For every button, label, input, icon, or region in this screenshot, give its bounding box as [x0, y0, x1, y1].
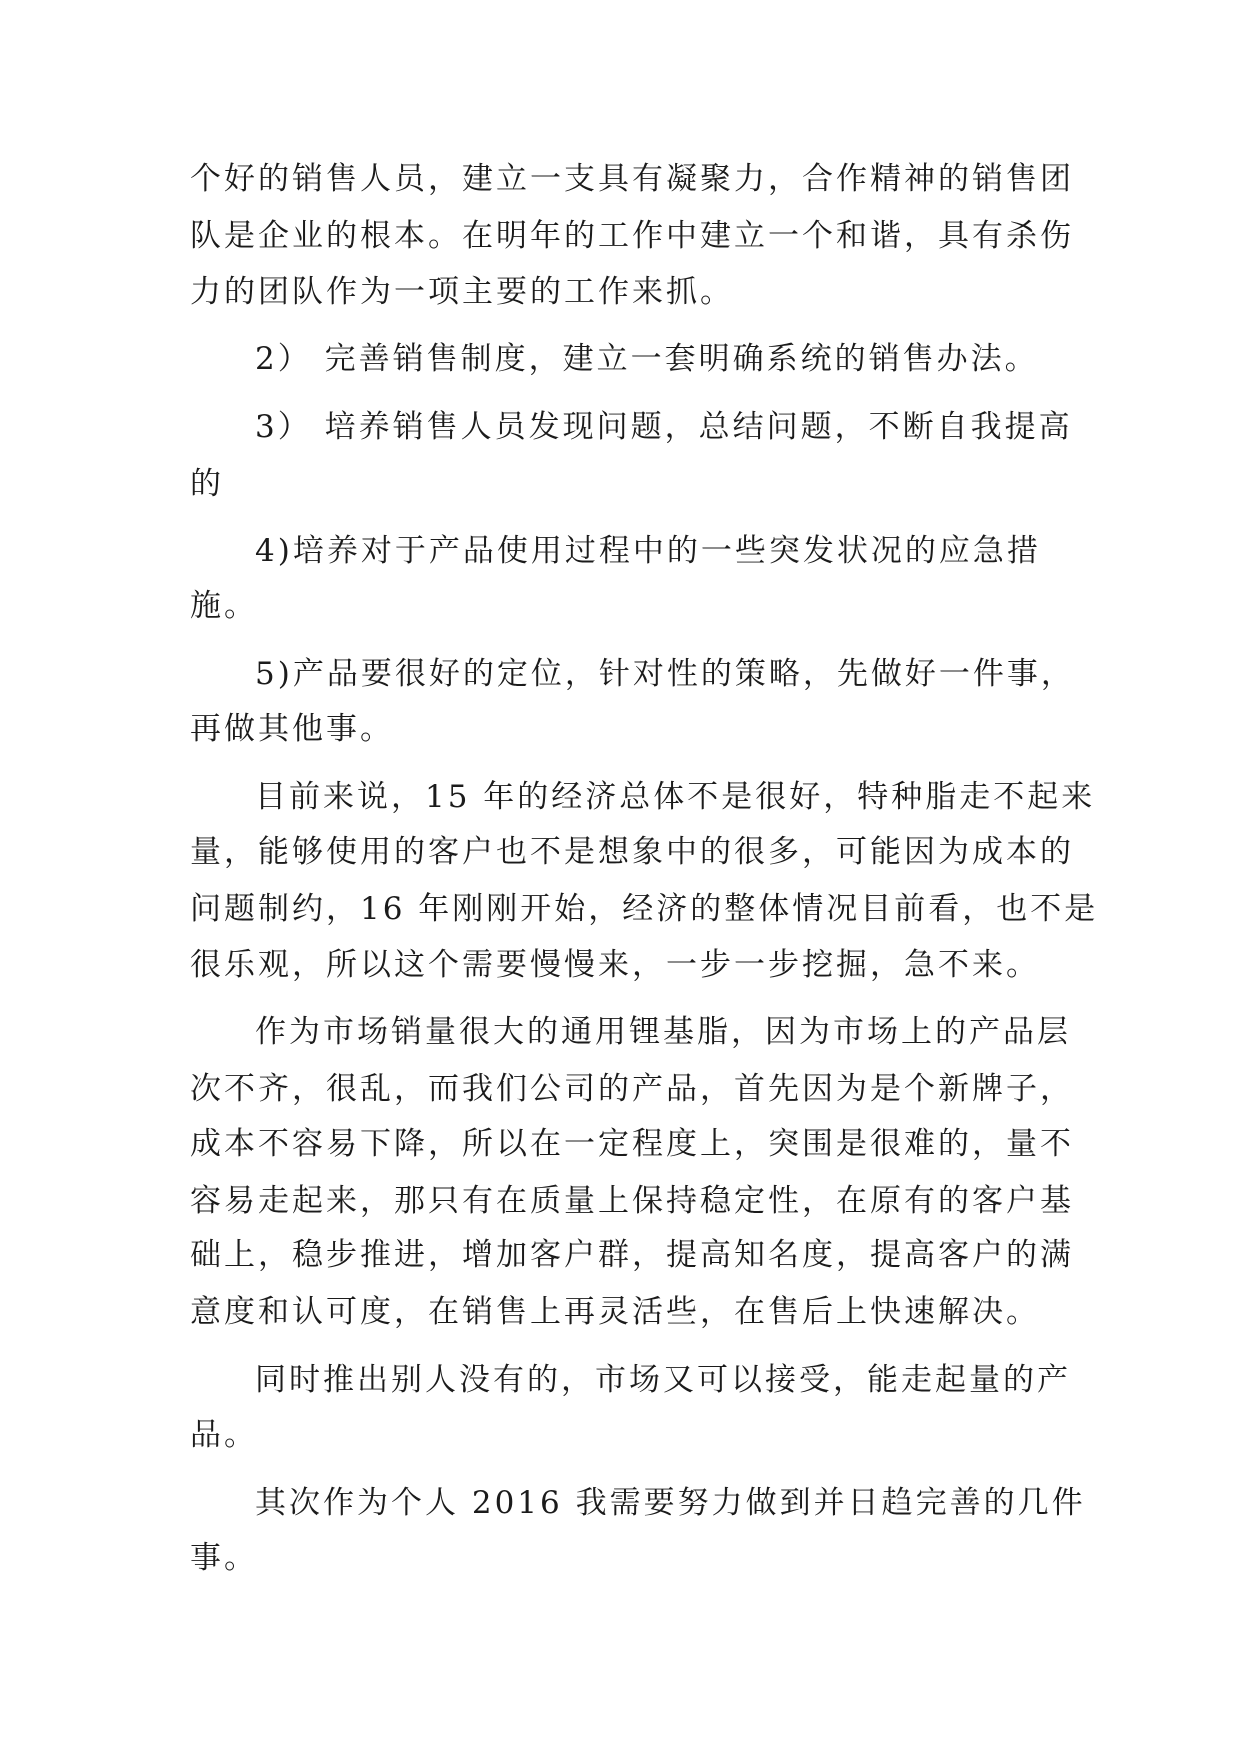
text-line: 事。	[190, 1540, 258, 1576]
text-line: 础上，稳步推进，增加客户群，提高知名度，提高客户的满	[190, 1237, 1074, 1273]
text-line: 5)产品要很好的定位，针对性的策略，先做好一件事，	[255, 656, 1075, 692]
text-line: 施。	[190, 588, 258, 624]
text-line: 品。	[190, 1417, 258, 1453]
text-line: 问题制约，16 年刚刚开始，经济的整体情况目前看，也不是	[190, 891, 1099, 927]
text-line: 力的团队作为一项主要的工作来抓。	[190, 274, 734, 310]
text-line: 再做其他事。	[190, 711, 394, 747]
text-line: 很乐观，所以这个需要慢慢来，一步一步挖掘，急不来。	[190, 947, 1040, 983]
text-line: 意度和认可度，在销售上再灵活些，在售后上快速解决。	[190, 1294, 1040, 1330]
text-line: 的	[190, 466, 224, 502]
text-line: 4)培养对于产品使用过程中的一些突发状况的应急措	[255, 533, 1041, 569]
text-line: 目前来说，15 年的经济总体不是很好，特种脂走不起来	[255, 779, 1096, 815]
text-line: 作为市场销量很大的通用锂基脂，因为市场上的产品层	[255, 1014, 1071, 1050]
text-line: 容易走起来，那只有在质量上保持稳定性，在原有的客户基	[190, 1183, 1074, 1219]
text-line: 个好的销售人员，建立一支具有凝聚力，合作精神的销售团	[190, 161, 1074, 197]
text-line: 2） 完善销售制度，建立一套明确系统的销售办法。	[255, 341, 1039, 377]
text-line: 量，能够使用的客户也不是想象中的很多，可能因为成本的	[190, 834, 1074, 870]
text-line: 成本不容易下降，所以在一定程度上，突围是很难的，量不	[190, 1126, 1074, 1162]
text-line: 3） 培养销售人员发现问题，总结问题，不断自我提高	[255, 409, 1073, 445]
text-line: 次不齐，很乱，而我们公司的产品，首先因为是个新牌子，	[190, 1071, 1074, 1107]
text-line: 其次作为个人 2016 我需要努力做到并日趋完善的几件	[255, 1485, 1086, 1521]
text-line: 同时推出别人没有的，市场又可以接受，能走起量的产	[255, 1362, 1071, 1398]
text-line: 队是企业的根本。在明年的工作中建立一个和谐，具有杀伤	[190, 218, 1074, 254]
